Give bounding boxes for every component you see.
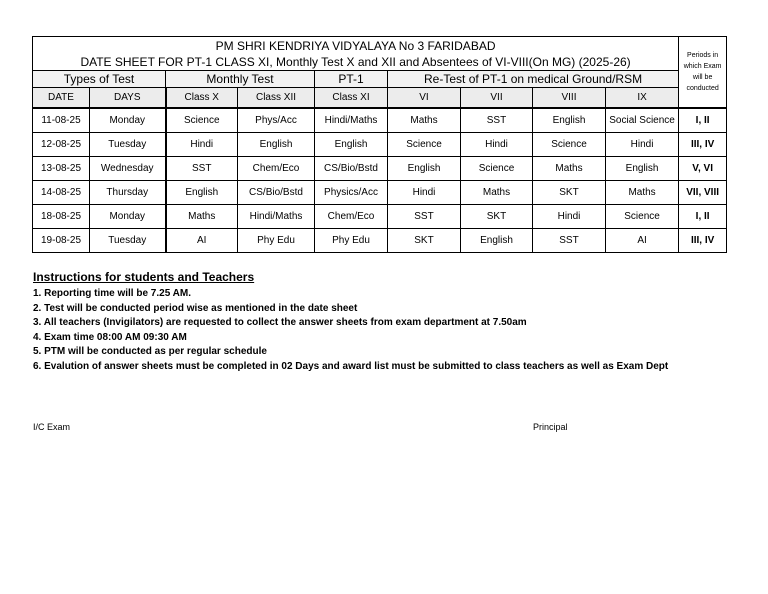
- table-row: [33, 108, 727, 133]
- class-vii-cell: Maths: [461, 181, 533, 205]
- col-header: Class XII: [238, 88, 315, 109]
- table-row: [33, 133, 727, 157]
- date-sheet-table: [32, 36, 727, 253]
- col-header: VI: [388, 88, 461, 109]
- group-monthly-test: Monthly Test: [166, 71, 315, 88]
- class-viii-cell: Maths: [533, 157, 606, 181]
- table-row: [33, 157, 727, 181]
- group-header-row: [33, 71, 727, 88]
- class-viii-cell: SKT: [533, 181, 606, 205]
- group-retest: Re-Test of PT-1 on medical Ground/RSM: [388, 71, 679, 88]
- title-row: [33, 37, 727, 71]
- periods-header: Periods in which Exam will be conducted: [679, 37, 727, 109]
- sheet-subtitle: DATE SHEET FOR PT-1 CLASS XI, Monthly Test X and XII and Absentees of VI-VIII(On MG) (2025-26): [80, 55, 631, 69]
- class-xii-cell: English: [238, 133, 315, 157]
- class-viii-cell: Science: [533, 133, 606, 157]
- class-xi-cell: Phy Edu: [315, 229, 388, 253]
- class-ix-cell: Hindi: [606, 133, 679, 157]
- class-xi-cell: English: [315, 133, 388, 157]
- class-vi-cell: SKT: [388, 229, 461, 253]
- class-vi-cell: English: [388, 157, 461, 181]
- class-viii-cell: English: [533, 108, 606, 133]
- class-xi-cell: CS/Bio/Bstd: [315, 157, 388, 181]
- school-name: PM SHRI KENDRIYA VIDYALAYA No 3 FARIDABAD: [215, 39, 496, 53]
- title-cell: [33, 37, 679, 71]
- instructions-list: [33, 287, 733, 375]
- instruction-item: 5. PTM will be conducted as per regular schedule: [33, 346, 267, 358]
- class-x-cell: English: [166, 181, 238, 205]
- date-cell: 19-08-25: [33, 229, 90, 253]
- ic-exam-signature: I/C Exam: [33, 422, 71, 432]
- class-vii-cell: English: [461, 229, 533, 253]
- col-header: VIII: [533, 88, 606, 109]
- class-vi-cell: SST: [388, 205, 461, 229]
- periods-cell: I, II: [679, 205, 727, 229]
- instruction-item: 6. Evalution of answer sheets must be completed in 02 Days and award list must be submitted to class teachers as well as Exam Dept: [33, 360, 669, 372]
- group-pt1: PT-1: [315, 71, 388, 88]
- instruction-item: 2. Test will be conducted period wise as mentioned in the date sheet: [33, 302, 358, 314]
- class-viii-cell: Hindi: [533, 205, 606, 229]
- col-header: DATE: [33, 88, 90, 109]
- class-xii-cell: Phy Edu: [238, 229, 315, 253]
- instructions-section: [33, 270, 733, 375]
- class-xi-cell: Hindi/Maths: [315, 108, 388, 133]
- date-cell: 11-08-25: [33, 108, 90, 133]
- class-xii-cell: Chem/Eco: [238, 157, 315, 181]
- class-x-cell: AI: [166, 229, 238, 253]
- class-ix-cell: Maths: [606, 181, 679, 205]
- class-vi-cell: Hindi: [388, 181, 461, 205]
- class-vii-cell: Science: [461, 157, 533, 181]
- periods-cell: VII, VIII: [679, 181, 727, 205]
- instruction-item: 1. Reporting time will be 7.25 AM.: [33, 288, 191, 299]
- class-vii-cell: SST: [461, 108, 533, 133]
- principal-signature: Principal: [533, 422, 568, 432]
- class-ix-cell: AI: [606, 229, 679, 253]
- periods-cell: III, IV: [679, 133, 727, 157]
- day-cell: Thursday: [90, 181, 166, 205]
- class-xi-cell: Physics/Acc: [315, 181, 388, 205]
- day-cell: Tuesday: [90, 133, 166, 157]
- periods-cell: V, VI: [679, 157, 727, 181]
- instructions-title: Instructions for students and Teachers: [33, 270, 255, 284]
- instruction-item: 4. Exam time 08:00 AM 09:30 AM: [33, 331, 187, 343]
- date-cell: 18-08-25: [33, 205, 90, 229]
- class-vi-cell: Science: [388, 133, 461, 157]
- col-header: IX: [606, 88, 679, 109]
- day-cell: Monday: [90, 108, 166, 133]
- instruction-item: 3. All teachers (Invigilators) are requested to collect the answer sheets from exam department at 7.50am: [33, 317, 527, 329]
- class-xi-cell: Chem/Eco: [315, 205, 388, 229]
- class-x-cell: Hindi: [166, 133, 238, 157]
- class-x-cell: Maths: [166, 205, 238, 229]
- group-types-of-test: Types of Test: [33, 71, 166, 88]
- class-ix-cell: Social Science: [606, 108, 679, 133]
- col-header: VII: [461, 88, 533, 109]
- col-header: DAYS: [90, 88, 166, 109]
- day-cell: Wednesday: [90, 157, 166, 181]
- class-ix-cell: Science: [606, 205, 679, 229]
- day-cell: Monday: [90, 205, 166, 229]
- table-row: [33, 181, 727, 205]
- class-vii-cell: SKT: [461, 205, 533, 229]
- table-row: [33, 205, 727, 229]
- class-viii-cell: SST: [533, 229, 606, 253]
- class-x-cell: SST: [166, 157, 238, 181]
- table-row: [33, 229, 727, 253]
- column-header-row: [33, 88, 727, 109]
- class-ix-cell: English: [606, 157, 679, 181]
- class-vi-cell: Maths: [388, 108, 461, 133]
- date-cell: 13-08-25: [33, 157, 90, 181]
- periods-cell: III, IV: [679, 229, 727, 253]
- class-xii-cell: Hindi/Maths: [238, 205, 315, 229]
- date-cell: 14-08-25: [33, 181, 90, 205]
- date-cell: 12-08-25: [33, 133, 90, 157]
- periods-cell: I, II: [679, 108, 727, 133]
- class-x-cell: Science: [166, 108, 238, 133]
- class-xii-cell: Phys/Acc: [238, 108, 315, 133]
- col-header: Class X: [166, 88, 238, 109]
- class-vii-cell: Hindi: [461, 133, 533, 157]
- class-xii-cell: CS/Bio/Bstd: [238, 181, 315, 205]
- day-cell: Tuesday: [90, 229, 166, 253]
- col-header: Class XI: [315, 88, 388, 109]
